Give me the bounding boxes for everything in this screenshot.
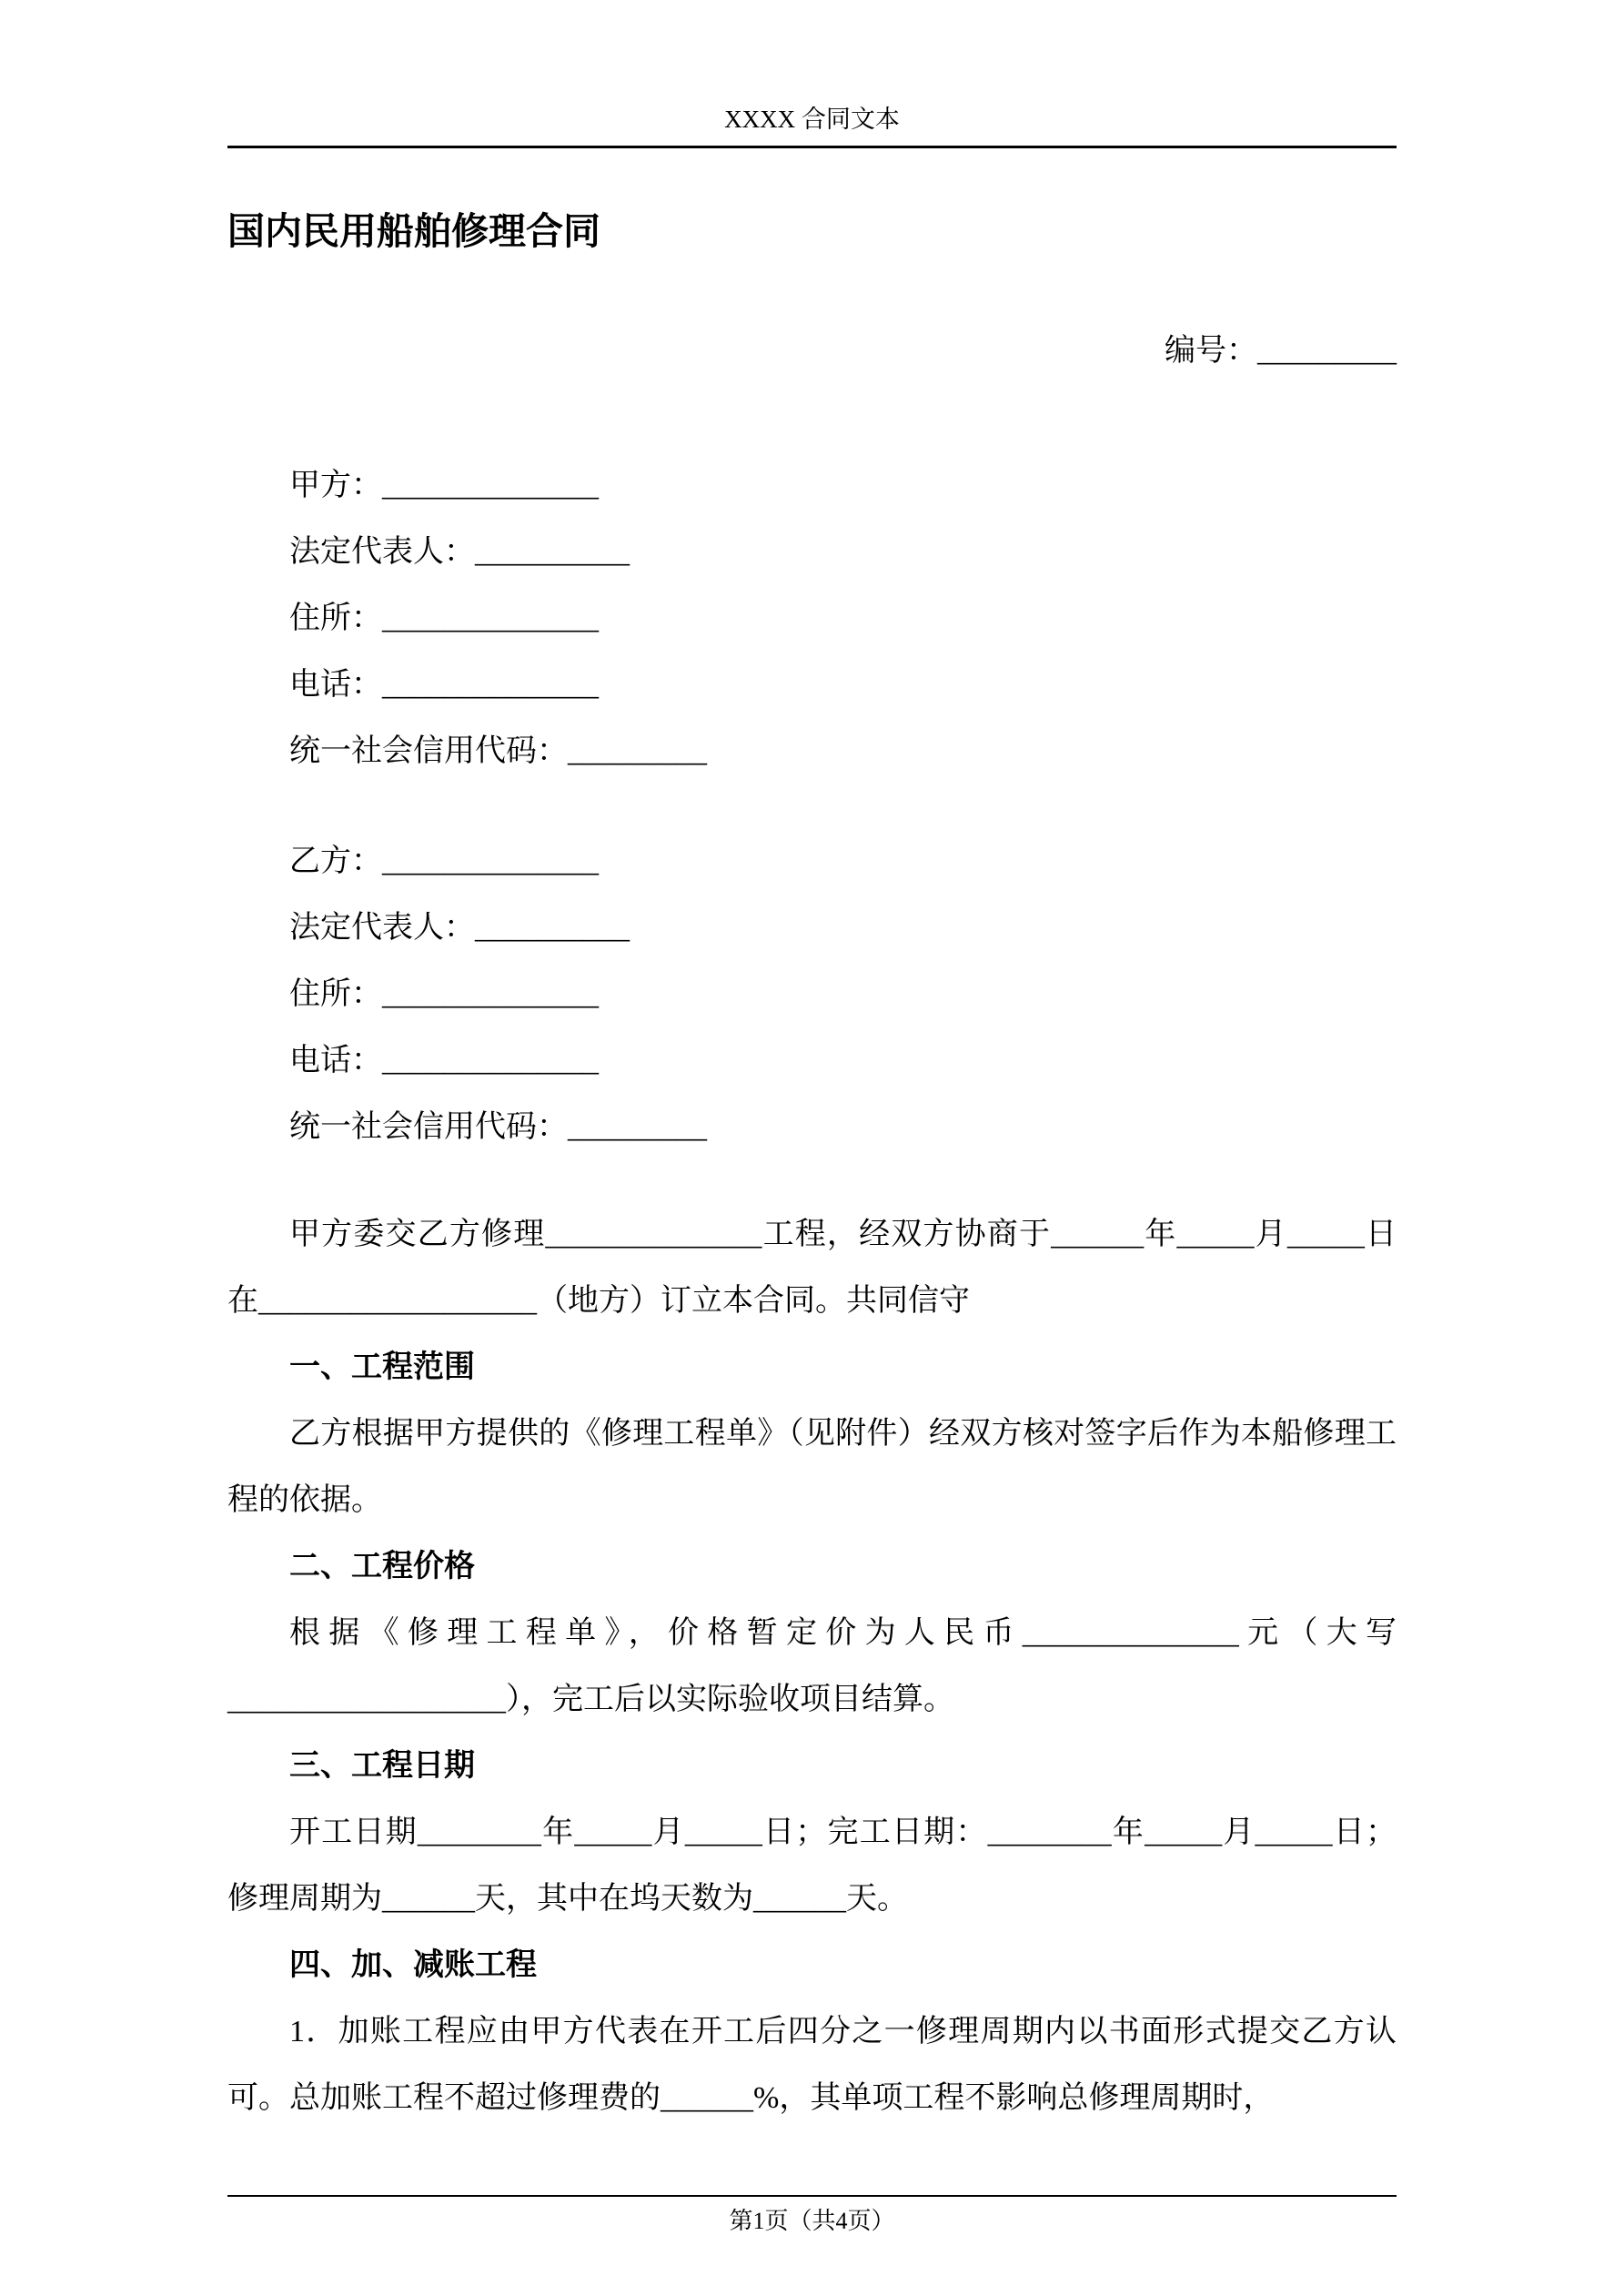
field-row-party-b-name xyxy=(227,828,1397,895)
field-row-party-a-phone xyxy=(227,652,1397,718)
field-label: 统一社会信用代码： xyxy=(289,734,568,768)
field-label: 乙方： xyxy=(289,845,382,878)
blank-line: ______________ xyxy=(382,845,599,878)
blank-line: ______________ xyxy=(382,977,599,1011)
section-scope xyxy=(227,1334,1397,1533)
section-paragraph: 开工日期________年_____月_____日；完工日期：________年_____月_____日；修理周期为______天，其中在坞天数为______天。 xyxy=(227,1816,1397,1916)
page-header xyxy=(227,0,1397,135)
field-row-party-a-name xyxy=(227,452,1397,519)
doc-number-row xyxy=(227,330,1397,372)
doc-title: 国内民用船舶修理合同 xyxy=(227,210,600,252)
page-number-text: 第1页（共4页） xyxy=(729,2208,895,2234)
field-row-party-a-address xyxy=(227,585,1397,652)
field-row-party-b-phone xyxy=(227,1027,1397,1094)
field-label: 法定代表人： xyxy=(289,535,475,569)
field-row-party-b-credit-code xyxy=(227,1094,1397,1160)
doc-number-label: 编号： xyxy=(1165,334,1257,368)
blank-line: __________ xyxy=(475,911,630,945)
field-row-party-a-credit-code xyxy=(227,718,1397,784)
field-label: 电话： xyxy=(289,1044,382,1077)
field-row-party-a-representative xyxy=(227,519,1397,585)
section-price xyxy=(227,1533,1397,1733)
section-heading: 二、工程价格 xyxy=(289,1550,475,1583)
section-schedule xyxy=(227,1733,1397,1932)
blank-line: __________ xyxy=(475,535,630,569)
blank-line: _________ xyxy=(568,1110,707,1144)
party-b-block xyxy=(227,828,1397,1160)
blank-line: ______________ xyxy=(382,602,599,635)
intro-paragraph: 甲方委交乙方修理______________工程，经双方协商于______年_____月_____日在__________________（地方）订立本合同。共同信守 xyxy=(227,1218,1397,1318)
page-footer xyxy=(227,2195,1397,2237)
doc-number-blank-line: _________ xyxy=(1257,334,1397,368)
field-label: 住所： xyxy=(289,602,382,635)
section-heading: 四、加、减账工程 xyxy=(289,1948,537,1982)
section-heading: 三、工程日期 xyxy=(289,1749,475,1783)
field-label: 甲方： xyxy=(289,469,382,502)
section-paragraph: 1．加账工程应由甲方代表在开工后四分之一修理周期内以书面形式提交乙方认可。总加账工程不超过修理费的______%，其单项工程不影响总修理周期时， xyxy=(227,2015,1397,2115)
field-row-party-b-address xyxy=(227,961,1397,1027)
field-label: 电话： xyxy=(289,668,382,702)
field-label: 法定代表人： xyxy=(289,911,475,945)
section-paragraph: 乙方根据甲方提供的《修理工程单》（见附件）经双方核对签字后作为本船修理工程的依据。 xyxy=(227,1417,1397,1517)
section-paragraph: 根据《修理工程单》，价格暂定价为人民币______________元（大写__________________），完工后以实际验收项目结算。 xyxy=(227,1616,1397,1716)
section-heading: 一、工程范围 xyxy=(289,1350,475,1384)
blank-line: ______________ xyxy=(382,1044,599,1077)
blank-line: ______________ xyxy=(382,469,599,502)
page-header-text: XXXX 合同文本 xyxy=(724,106,900,133)
field-label: 住所： xyxy=(289,977,382,1011)
blank-line: _________ xyxy=(568,734,707,768)
party-a-block xyxy=(227,452,1397,784)
blank-line: ______________ xyxy=(382,668,599,702)
field-label: 统一社会信用代码： xyxy=(289,1110,568,1144)
field-row-party-b-representative xyxy=(227,895,1397,961)
section-adjustments xyxy=(227,1932,1397,2131)
document-content xyxy=(227,0,1397,2131)
header-rule xyxy=(227,146,1397,148)
